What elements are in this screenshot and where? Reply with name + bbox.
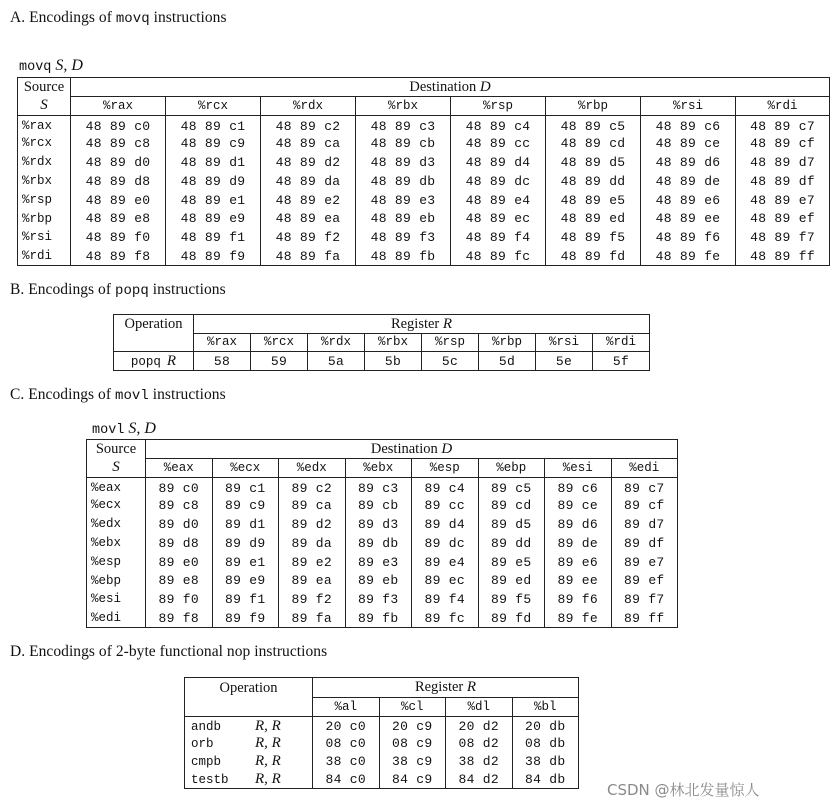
encoding-cell: 89 da [279,534,346,553]
encoding-cell: 48 89 cc [451,134,546,153]
encoding-cell: 48 89 db [356,172,451,191]
encoding-cell: 48 89 ca [261,134,356,153]
source-register-esp: %esp [87,553,146,572]
encoding-cell: 84 db [512,771,579,789]
column-header-rsi: %rsi [536,334,593,352]
operation-label: Operation [124,316,183,332]
popq-operation-cell [114,352,194,371]
encoding-cell: 89 df [611,534,678,553]
encoding-cell: 89 d2 [279,515,346,534]
operation-name: cmpb [191,755,222,769]
encoding-cell: 48 89 e3 [356,191,451,210]
column-header-ebx: %ebx [345,459,412,478]
encoding-cell: 48 89 f7 [736,228,830,247]
column-header-row [114,334,650,352]
column-header-rdx: %rdx [261,97,356,116]
encoding-cell: 48 89 cd [546,134,641,153]
encoding-cell: 89 d1 [212,515,279,534]
encoding-cell: 89 ff [611,609,678,628]
source-register-esi: %esi [87,590,146,609]
encoding-cell: 84 c9 [379,771,446,789]
table-row [18,247,830,266]
column-header-rbp: %rbp [479,334,536,352]
source-label-cell [87,440,146,459]
encoding-cell: 89 e0 [146,553,213,572]
encoding-cell: 48 89 de [641,172,736,191]
encoding-cell: 48 89 f4 [451,228,546,247]
table-row [185,717,579,735]
encoding-cell: 08 db [512,735,579,753]
operation-cell-testb [185,771,313,789]
encoding-cell: 20 c0 [313,717,380,735]
operation-name: testb [191,772,229,787]
column-header-dl: %dl [446,698,513,717]
encoding-cell: 89 e1 [212,553,279,572]
destination-label: Destination [370,440,438,457]
movl-encoding-table [86,439,678,628]
section-b-heading-prefix: B. Encodings of [10,281,112,298]
encoding-cell: 38 db [512,753,579,771]
encoding-cell: 89 c8 [146,496,213,515]
encoding-cell: 89 d5 [478,515,545,534]
encoding-cell: 48 89 f3 [356,228,451,247]
table-row [87,553,678,572]
encoding-cell: 48 89 f2 [261,228,356,247]
encoding-cell: 89 d3 [345,515,412,534]
encoding-cell: 89 de [545,534,612,553]
encoding-cell: 08 c0 [313,735,380,753]
section-a-syntax-args: S, D [55,57,83,74]
encoding-cell: 5c [422,352,479,371]
column-header-edi: %edi [611,459,678,478]
encoding-cell: 48 89 c3 [356,116,451,135]
source-register-rdx: %rdx [18,153,71,172]
encoding-cell: 48 89 e6 [641,191,736,210]
encoding-cell: 89 ca [279,496,346,515]
encoding-cell: 48 89 d0 [71,153,166,172]
encoding-cell: 5b [365,352,422,371]
encoding-cell: 38 d2 [446,753,513,771]
encoding-cell: 48 89 c4 [451,116,546,135]
section-c-heading [10,386,226,404]
encoding-cell: 59 [251,352,308,371]
encoding-cell: 48 89 e1 [166,191,261,210]
column-header-rax: %rax [194,334,251,352]
source-register-edi: %edi [87,609,146,628]
table-row [18,191,830,210]
popq-arg: R [166,352,177,369]
encoding-cell: 48 89 f6 [641,228,736,247]
encoding-cell: 89 eb [345,571,412,590]
source-label: Source [23,79,65,95]
encoding-cell: 89 e4 [412,553,479,572]
section-c-heading-code: movl [115,388,149,404]
column-header-rbx: %rbx [365,334,422,352]
encoding-cell: 89 d4 [412,515,479,534]
encoding-cell: 38 c0 [313,753,380,771]
encoding-cell: 84 c0 [313,771,380,789]
source-register-rbx: %rbx [18,172,71,191]
encoding-cell: 48 89 d1 [166,153,261,172]
encoding-cell: 48 89 d9 [166,172,261,191]
operation-label-cell [185,678,313,717]
source-var-cell [18,97,71,116]
source-register-rcx: %rcx [18,134,71,153]
encoding-cell: 89 e7 [611,553,678,572]
encoding-cell: 48 89 f0 [71,228,166,247]
table-row [18,228,830,247]
nop-encoding-table [184,677,579,789]
encoding-cell: 89 d6 [545,515,612,534]
encoding-cell: 48 89 c9 [166,134,261,153]
encoding-cell: 48 89 d4 [451,153,546,172]
column-header-rbx: %rbx [356,97,451,116]
encoding-cell: 5a [308,352,365,371]
watermark-text: CSDN @林北发量惊人 [607,781,760,799]
operation-label-cell [114,315,194,352]
operation-args: R, R [255,718,281,735]
header-row [87,440,678,459]
encoding-cell: 89 d9 [212,534,279,553]
encoding-cell: 89 f6 [545,590,612,609]
encoding-cell: 48 89 da [261,172,356,191]
encoding-cell: 48 89 eb [356,209,451,228]
source-register-ebx: %ebx [87,534,146,553]
column-header-rsp: %rsp [422,334,479,352]
register-label: Register [390,315,440,332]
destination-var: D [479,78,491,95]
source-register-ebp: %ebp [87,571,146,590]
encoding-cell: 89 f5 [478,590,545,609]
encoding-cell: 89 c2 [279,478,346,497]
destination-label: Destination [409,78,477,95]
register-header-cell [313,678,579,698]
section-a-heading-prefix: A. Encodings of [10,9,112,26]
encoding-cell: 89 e6 [545,553,612,572]
operation-cell-cmpb [185,753,313,771]
encoding-cell: 89 e9 [212,571,279,590]
column-header-rcx: %rcx [251,334,308,352]
operation-name: orb [191,737,214,751]
encoding-cell: 89 f3 [345,590,412,609]
encoding-cell: 5f [593,352,650,371]
column-header-rdx: %rdx [308,334,365,352]
table-row [87,478,678,497]
column-header-rsp: %rsp [451,97,546,116]
encoding-cell: 89 dd [478,534,545,553]
source-label-cell [18,78,71,97]
table-row [18,153,830,172]
operation-cell-andb [185,717,313,735]
register-var: R [442,315,453,332]
header-row [185,678,579,698]
encoding-cell: 89 d0 [146,515,213,534]
encoding-cell: 48 89 fd [546,247,641,266]
operation-args: R, R [255,753,281,769]
encoding-cell: 89 f7 [611,590,678,609]
encoding-cell: 48 89 c7 [736,116,830,135]
encoding-cell: 89 f8 [146,609,213,628]
encoding-cell: 89 f2 [279,590,346,609]
encoding-cell: 89 fd [478,609,545,628]
encoding-cell: 48 89 c5 [546,116,641,135]
table-row [18,209,830,228]
operation-name: andb [191,720,222,735]
encoding-cell: 48 89 ee [641,209,736,228]
column-header-rdi: %rdi [593,334,650,352]
source-register-rax: %rax [18,116,71,135]
encoding-cell: 48 89 d3 [356,153,451,172]
encoding-cell: 48 89 e5 [546,191,641,210]
source-label: Source [95,441,137,457]
encoding-cell: 48 89 c8 [71,134,166,153]
table-row [87,590,678,609]
source-register-eax: %eax [87,478,146,497]
table-row [18,116,830,135]
encoding-cell: 48 89 ff [736,247,830,266]
encoding-cell: 38 c9 [379,753,446,771]
column-header-edx: %edx [279,459,346,478]
encoding-cell: 89 ce [545,496,612,515]
encoding-cell: 89 cb [345,496,412,515]
encoding-cell: 89 f1 [212,590,279,609]
encoding-cell: 20 db [512,717,579,735]
encoding-cell: 48 89 e2 [261,191,356,210]
encoding-cell: 48 89 c1 [166,116,261,135]
column-header-rdi: %rdi [736,97,830,116]
encoding-cell: 48 89 f9 [166,247,261,266]
section-c-syntax [92,420,156,438]
section-b-heading-code: popq [115,283,149,299]
popq-encoding-table [113,314,650,371]
source-register-rbp: %rbp [18,209,71,228]
encoding-cell: 89 fb [345,609,412,628]
register-header-cell [194,315,650,334]
column-header-esi: %esi [545,459,612,478]
operation-cell-orb [185,735,313,753]
encoding-cell: 48 89 d8 [71,172,166,191]
encoding-cell: 89 c9 [212,496,279,515]
encoding-cell: 48 89 d7 [736,153,830,172]
encoding-cell: 48 89 e8 [71,209,166,228]
section-a-heading [10,9,227,27]
encoding-cell: 89 e5 [478,553,545,572]
source-register-rsi: %rsi [18,228,71,247]
operation-label: Operation [219,680,278,696]
encoding-cell: 48 89 c6 [641,116,736,135]
encoding-cell: 89 e3 [345,553,412,572]
source-register-ecx: %ecx [87,496,146,515]
column-header-cl: %cl [379,698,446,717]
column-header-rbp: %rbp [546,97,641,116]
encoding-cell: 89 f9 [212,609,279,628]
section-c-syntax-args: S, D [128,420,156,437]
encoding-cell: 58 [194,352,251,371]
register-var: R [466,679,477,695]
table-row [114,352,650,371]
encoding-cell: 48 89 f1 [166,228,261,247]
destination-header-cell [71,78,830,97]
section-a-syntax-op: movq [19,60,52,75]
encoding-cell: 48 89 ed [546,209,641,228]
encoding-cell: 48 89 d2 [261,153,356,172]
encoding-cell: 89 e2 [279,553,346,572]
encoding-cell: 48 89 cf [736,134,830,153]
operation-args: R, R [255,770,281,787]
source-var: S [112,459,120,476]
table-row [18,172,830,191]
encoding-cell: 48 89 dd [546,172,641,191]
encoding-cell: 89 c7 [611,478,678,497]
column-header-rax: %rax [71,97,166,116]
encoding-cell: 89 c5 [478,478,545,497]
encoding-cell: 89 d8 [146,534,213,553]
encoding-cell: 89 fe [545,609,612,628]
encoding-cell: 48 89 fc [451,247,546,266]
encoding-cell: 48 89 fb [356,247,451,266]
encoding-cell: 48 89 e0 [71,191,166,210]
table-row [185,753,579,771]
encoding-cell: 48 89 df [736,172,830,191]
register-label: Register [414,679,464,695]
encoding-cell: 48 89 c2 [261,116,356,135]
encoding-cell: 89 e8 [146,571,213,590]
column-header-ebp: %ebp [478,459,545,478]
encoding-cell: 84 d2 [446,771,513,789]
encoding-cell: 89 cc [412,496,479,515]
encoding-cell: 89 c1 [212,478,279,497]
popq-op: popq [130,354,161,369]
encoding-cell: 5e [536,352,593,371]
encoding-cell: 89 ee [545,571,612,590]
column-header-al: %al [313,698,380,717]
encoding-cell: 20 c9 [379,717,446,735]
encoding-cell: 89 f0 [146,590,213,609]
column-header-esp: %esp [412,459,479,478]
encoding-cell: 48 89 ef [736,209,830,228]
table-row [87,515,678,534]
encoding-cell: 48 89 ec [451,209,546,228]
encoding-cell: 48 89 fa [261,247,356,266]
encoding-cell: 89 db [345,534,412,553]
destination-var: D [441,440,453,457]
encoding-cell: 89 fc [412,609,479,628]
source-register-rdi: %rdi [18,247,71,266]
table-row [185,735,579,753]
encoding-cell: 5d [479,352,536,371]
destination-header-cell [146,440,678,459]
encoding-cell: 48 89 ea [261,209,356,228]
section-c-heading-prefix: C. Encodings of [10,386,112,403]
table-row [18,134,830,153]
section-c-heading-suffix: instructions [152,386,226,403]
table-row [87,571,678,590]
section-d-heading: D. Encodings of 2-byte functional nop instructions [10,643,328,660]
header-row [18,78,830,97]
encoding-cell: 89 c4 [412,478,479,497]
encoding-cell: 48 89 dc [451,172,546,191]
encoding-cell: 89 dc [412,534,479,553]
encoding-cell: 48 89 e4 [451,191,546,210]
operation-args: R, R [255,735,281,751]
encoding-cell: 89 c0 [146,478,213,497]
encoding-cell: 89 ef [611,571,678,590]
encoding-cell: 48 89 cb [356,134,451,153]
encoding-cell: 48 89 e9 [166,209,261,228]
section-c-syntax-op: movl [92,423,125,438]
encoding-cell: 48 89 ce [641,134,736,153]
source-var: S [40,97,48,114]
column-header-bl: %bl [512,698,579,717]
header-row [114,315,650,334]
encoding-cell: 08 c9 [379,735,446,753]
encoding-cell: 48 89 f5 [546,228,641,247]
encoding-cell: 48 89 d6 [641,153,736,172]
column-header-row [87,459,678,478]
section-a-heading-code: movq [115,11,150,27]
encoding-cell: 89 fa [279,609,346,628]
encoding-cell: 89 cf [611,496,678,515]
encoding-cell: 08 d2 [446,735,513,753]
encoding-cell: 48 89 d5 [546,153,641,172]
column-header-eax: %eax [146,459,213,478]
section-a-syntax [19,57,83,75]
section-b-heading [10,281,226,299]
table-row [87,496,678,515]
column-header-ecx: %ecx [212,459,279,478]
table-row [185,771,579,789]
source-var-cell [87,459,146,478]
movq-encoding-table [17,77,830,266]
encoding-cell: 89 ed [478,571,545,590]
column-header-row [18,97,830,116]
table-row [87,609,678,628]
encoding-cell: 48 89 f8 [71,247,166,266]
encoding-cell: 48 89 c0 [71,116,166,135]
section-b-heading-suffix: instructions [152,281,226,298]
encoding-cell: 48 89 fe [641,247,736,266]
encoding-cell: 89 d7 [611,515,678,534]
encoding-cell: 20 d2 [446,717,513,735]
column-header-rsi: %rsi [641,97,736,116]
encoding-cell: 89 cd [478,496,545,515]
encoding-cell: 89 ea [279,571,346,590]
encoding-cell: 89 c3 [345,478,412,497]
source-register-rsp: %rsp [18,191,71,210]
encoding-cell: 89 f4 [412,590,479,609]
source-register-edx: %edx [87,515,146,534]
column-header-rcx: %rcx [166,97,261,116]
section-a-heading-suffix: instructions [153,9,227,26]
encoding-cell: 89 c6 [545,478,612,497]
encoding-cell: 48 89 e7 [736,191,830,210]
table-row [87,534,678,553]
encoding-cell: 89 ec [412,571,479,590]
